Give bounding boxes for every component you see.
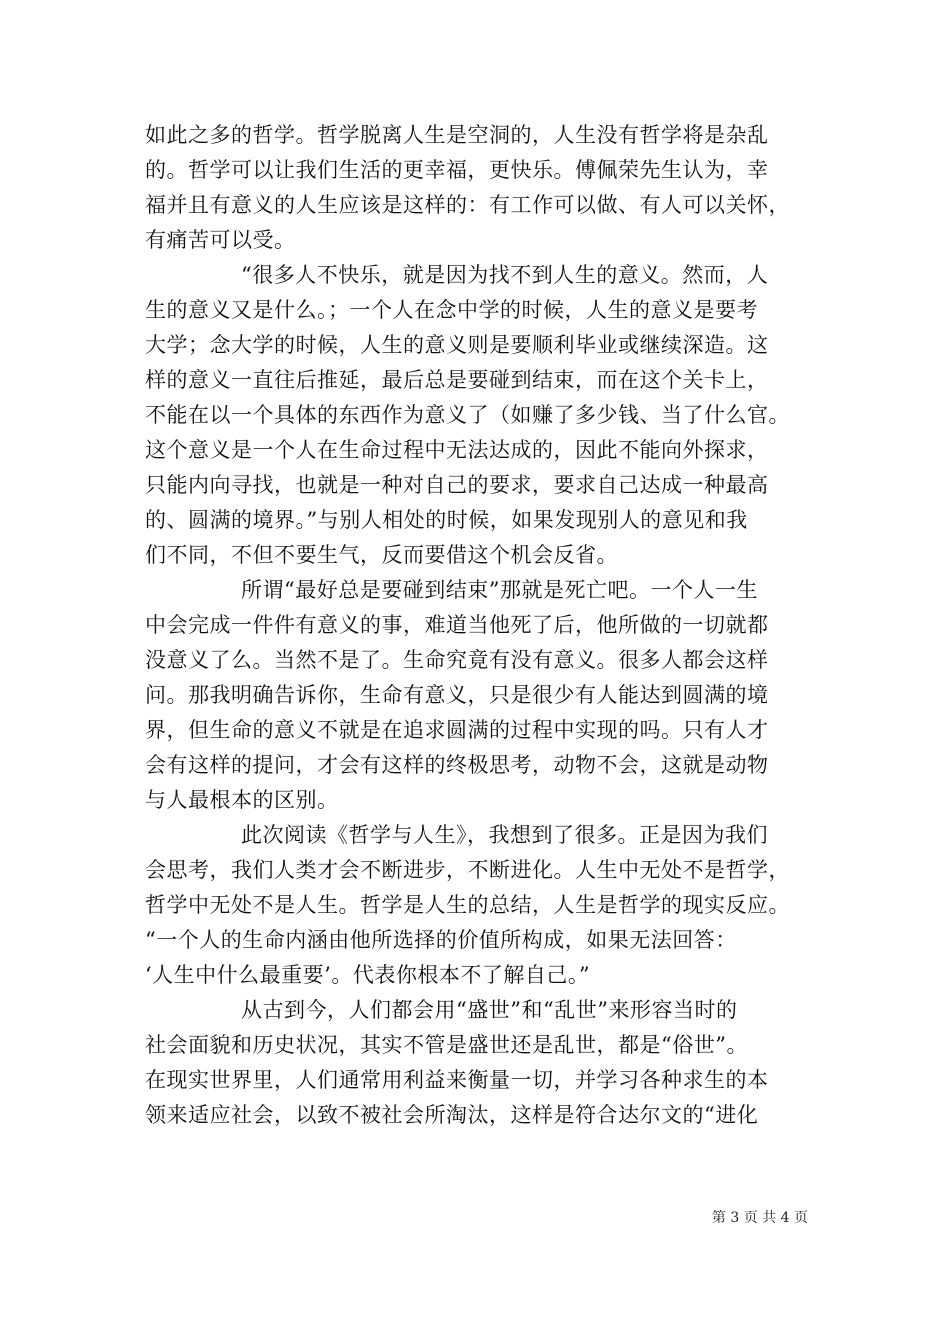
text-line: 不能在以一个具体的东西作为意义了（如赚了多少钱、当了什么官。 <box>145 403 790 427</box>
text-line: 会有这样的提问，才会有这样的终极思考，动物不会，这就是动物 <box>145 753 769 777</box>
text-line: 的、圆满的境界。”与别人相处的时候，如果发现别人的意见和我 <box>145 508 748 532</box>
text-line: 生的意义又是什么。；一个人在念中学的时候，人生的意义是要考 <box>145 298 758 322</box>
text-line: 与人最根本的区别。 <box>145 788 339 812</box>
text-line: 们不同，不但不要生气，反而要借这个机会反省。 <box>145 543 618 567</box>
text-line: 大学；念大学的时候，人生的意义则是要顺利毕业或继续深造。这 <box>145 333 769 357</box>
text-line: 如此之多的哲学。哲学脱离人生是空洞的，人生没有哲学将是杂乱 <box>145 123 769 147</box>
page-number-footer: 第 3 页 共 4 页 <box>711 1210 808 1226</box>
text-line: 问。那我明确告诉你，生命有意义，只是很少有人能达到圆满的境 <box>145 683 769 707</box>
text-line: 会思考，我们人类才会不断进步，不断进化。人生中无处不是哲学， <box>145 858 790 882</box>
text-line: 在现实世界里，人们通常用利益来衡量一切，并学习各种求生的本 <box>145 1068 769 1092</box>
text-line: ‘人生中什么最重要’。代表你根本不了解自己。” <box>145 963 591 987</box>
text-line: 的。哲学可以让我们生活的更幸福，更快乐。傅佩荣先生认为，幸 <box>145 158 769 182</box>
text-line: 样的意义一直往后推延，最后总是要碰到结束，而在这个关卡上， <box>145 368 769 392</box>
text-line: 哲学中无处不是人生。哲学是人生的总结，人生是哲学的现实反应。 <box>145 893 790 917</box>
text-line: 福并且有意义的人生应该是这样的：有工作可以做、有人可以关怀， <box>145 193 790 217</box>
paragraph-first-line: 从古到今，人们都会用“盛世”和“乱世”来形容当时的 <box>241 998 738 1022</box>
text-line: 这个意义是一个人在生命过程中无法达成的，因此不能向外探求， <box>145 438 769 462</box>
paragraph-first-line: 此次阅读《哲学与人生》，我想到了很多。正是因为我们 <box>241 823 768 847</box>
text-line: 有痛苦可以受。 <box>145 228 296 252</box>
text-line: 只能内向寻找，也就是一种对自己的要求，要求自己达成一种最高 <box>145 473 769 497</box>
text-line: 中会完成一件件有意义的事，难道当他死了后，他所做的一切就都 <box>145 613 769 637</box>
text-line: 社会面貌和历史状况，其实不管是盛世还是乱世，都是“俗世”。 <box>145 1033 748 1057</box>
body-text <box>145 118 825 1133</box>
text-line: “一个人的生命内涵由他所选择的价值所构成，如果无法回答： <box>145 928 737 952</box>
paragraph-first-line: 所谓“最好总是要碰到结束”那就是死亡吧。一个人一生 <box>241 578 758 602</box>
text-line: 界，但生命的意义不就是在追求圆满的过程中实现的吗。只有人才 <box>145 718 769 742</box>
text-line: 没意义了么。当然不是了。生命究竟有没有意义。很多人都会这样 <box>145 648 769 672</box>
paragraph-first-line: “很多人不快乐，就是因为找不到人生的意义。然而，人 <box>241 263 769 287</box>
text-line: 领来适应社会，以致不被社会所淘汰，这样是符合达尔文的“进化 <box>145 1103 759 1127</box>
